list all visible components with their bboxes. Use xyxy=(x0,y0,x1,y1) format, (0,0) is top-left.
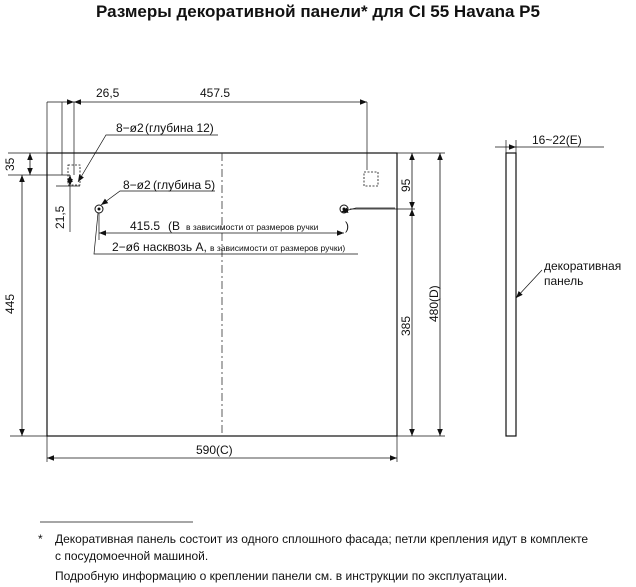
footnote-line3: Подробную информацию о креплении панели см. в инструкции по эксплуатации. xyxy=(55,569,508,583)
label-holes8-b: 8−ø2 xyxy=(123,178,151,192)
dim-415-5-b-note: в зависимости от размеров ручки xyxy=(186,222,319,232)
leader-holes2-right xyxy=(341,208,395,212)
leader-side-label xyxy=(516,270,542,298)
side-label-line1: декоративная xyxy=(544,259,622,273)
label-holes2: 2−ø6 насквозь A, xyxy=(112,240,207,254)
dim-445: 445 xyxy=(3,293,17,314)
dim-590: 590(C) xyxy=(196,443,233,457)
dim-35: 35 xyxy=(3,157,17,171)
footnote-line2: с посудомоечной машиной. xyxy=(55,549,209,563)
label-holes8-a-depth: (глубина 12) xyxy=(145,121,214,135)
label-holes8-b-depth: (глубина 5) xyxy=(153,178,216,192)
page-title: Размеры декоративной панели* для CI 55 Havana P5 xyxy=(96,2,540,21)
dim-415-5-b-close: ) xyxy=(345,219,349,233)
dim-26-5: 26,5 xyxy=(96,86,120,100)
footnote-star: * xyxy=(38,532,43,546)
handle-hole-right-inner xyxy=(343,208,346,211)
dim-480: 480(D) xyxy=(427,285,441,322)
dim-95: 95 xyxy=(399,178,413,192)
dim-385: 385 xyxy=(399,315,413,336)
side-profile xyxy=(506,153,516,436)
dim-415-5: 415.5 xyxy=(130,219,161,233)
label-holes2-note: в зависимости от размеров ручки) xyxy=(210,243,346,253)
dim-21-5: 21,5 xyxy=(53,205,67,229)
leader-holes8-b xyxy=(101,191,215,205)
side-label-line2: панель xyxy=(544,274,584,288)
handle-hole-left-inner xyxy=(98,208,101,211)
label-holes8-a: 8−ø2 xyxy=(116,121,144,135)
dim-457-5: 457.5 xyxy=(200,86,231,100)
leader-holes8-a xyxy=(78,135,218,182)
dim-thickness: 16~22(E) xyxy=(532,133,582,147)
dim-415-5-b-open: (B xyxy=(168,219,180,233)
footnote-line1: Декоративная панель состоит из одного сплошного фасада; петли крепления идут в комплекте xyxy=(55,532,589,546)
hinge-hole-right xyxy=(364,172,378,186)
